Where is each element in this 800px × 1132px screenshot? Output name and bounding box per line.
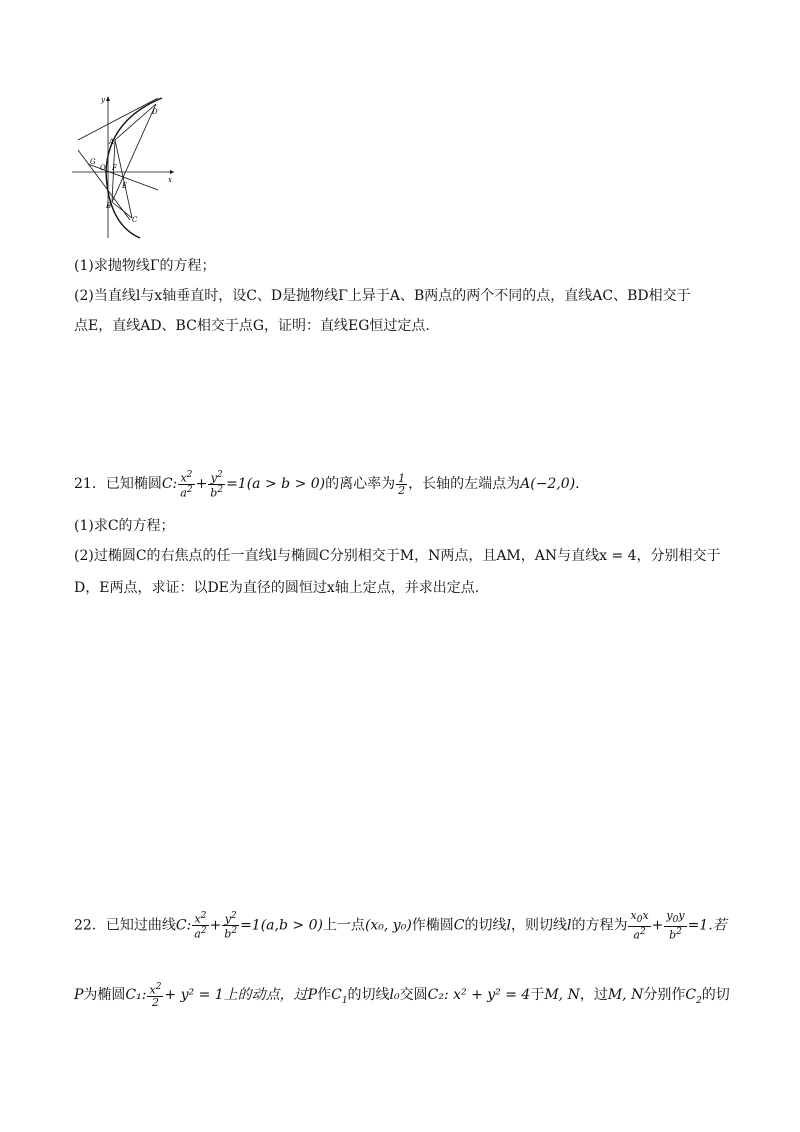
q21-ecc-num: 1 [398, 471, 406, 485]
q22-intro-f: 的方程为 [571, 917, 628, 934]
q22-line2-g: 分别作 [643, 986, 686, 1003]
q21-ecc-den: 2 [398, 483, 406, 497]
q22-frac-x: $\frac{x^2}{a^2}$ [194, 911, 207, 941]
label-o: O [100, 164, 106, 172]
q22-intro-a: 22．已知过曲线 [74, 917, 176, 934]
q22-line2-c: 的切线 [347, 986, 390, 1003]
q22-line2-e: 于 [530, 986, 545, 1003]
q22-line2-d: 交圆 [399, 986, 428, 1003]
q20-part1: (1)求抛物线Γ的方程； [74, 258, 216, 274]
q22-frac-y: $\frac{y^2}{b^2}$ [224, 911, 238, 941]
y-axis-label: y [101, 96, 105, 104]
label-c: C [132, 216, 138, 224]
q21-ellipse-cond: =1(a > b > 0) [226, 476, 326, 493]
q22-intro-c: 作椭圆 [411, 917, 454, 934]
q20-part2-line2: 点E，直线AD、BC相交于点G，证明：直线EG恒过定点. [74, 318, 430, 334]
q21-intro: 21．已知椭圆C: $\frac{x^2}{a^2}$ + $\frac{y^2}{b^2}$ =1(a > b > 0)的离心率为 $\frac{1}{2}$ ，长轴的左端点为A(−2,0). [74, 470, 580, 500]
x-axis-arrow [170, 170, 174, 174]
q22-p: P [74, 986, 84, 1003]
label-a: A [109, 138, 115, 146]
q21-part1: (1)求C的方程； [74, 518, 175, 534]
q22-line2-h: 的切 [701, 986, 730, 1003]
q21-ellipse-c: C: [161, 476, 178, 493]
q22-ellipse: C [453, 917, 465, 934]
q22-line2-f: ，过 [579, 986, 608, 1003]
y-axis-arrow [106, 96, 110, 101]
q22-intro-d: 的切线 [464, 917, 507, 934]
q21-left-vertex: A(−2,0). [520, 476, 580, 493]
q22-tangent: l [506, 917, 511, 934]
q22-tangent-frac-x: $\frac{x_0x}{a^2}$ [630, 909, 649, 942]
q21-frac-x: $\frac{x^2}{a^2}$ [180, 470, 193, 500]
q22-p-2: P [307, 986, 318, 1003]
q22-c1-frac: $\frac{x^2}{2}$ [149, 982, 162, 1009]
q21-intro-b: 的离心率为 [325, 476, 396, 493]
q22-c1-ref: $C_1$ [331, 986, 348, 1006]
q22-line2-a: 为椭圆 [83, 986, 126, 1003]
q22-tangent-eq-tail: =1.若 [687, 917, 727, 934]
label-e: E [122, 182, 128, 190]
q22-intro-b: 上一点 [322, 917, 365, 934]
q22-c1: C₁: [125, 986, 147, 1003]
q21-part2-line2: D，E两点，求证：以DE为直径的圆恒过x轴上定点，并求出定点. [74, 580, 480, 596]
label-g: G [90, 158, 96, 166]
q22-line1: 22．已知过曲线C: $\frac{x^2}{a^2}$ + $\frac{y^2}{b^2}$ =1(a,b > 0)上一点(x₀, y₀)作椭圆C的切线l，则切线l的方程为 $\frac{x_0x}{a^2}$ + $\frac{y_0y}{b^2}$ =1.若 [74, 909, 727, 942]
q22-curve-cond: =1(a,b > 0) [240, 917, 323, 934]
q22-mn-2: M, N [607, 986, 644, 1003]
q21-part2-line1: (2)过椭圆C的右焦点的任一直线l与椭圆C分别相交于M，N两点，且AM，AN与直线x = 4，分别相交于 [74, 548, 721, 564]
q21-intro-a: 21．已知椭圆 [74, 476, 162, 493]
parabola-figure [70, 90, 180, 240]
q21-eccentricity [396, 473, 407, 496]
q22-point: (x₀, y₀) [364, 917, 412, 934]
q22-line2 [74, 982, 730, 1011]
q22-c2-ref: $C_2$ [685, 986, 702, 1006]
q22-intro-e: ，则切线 [511, 917, 567, 934]
label-d: D [152, 108, 158, 116]
label-f: F [112, 164, 117, 172]
q22-c2: C₂: x² + y² = 4 [427, 986, 531, 1003]
q22-tangent-2: l [567, 917, 572, 934]
q22-c1-tail: + y² = 1上的动点，过 [164, 986, 308, 1003]
label-b: B [106, 202, 112, 210]
q22-tangent-frac-y: $\frac{y_0y}{b^2}$ [666, 909, 685, 942]
q22-line2-b: 作 [317, 986, 332, 1003]
q21-intro-c: ，长轴的左端点为 [408, 476, 521, 493]
line-gd [78, 98, 158, 140]
q22-mn: M, N [544, 986, 580, 1003]
q20-part2-line1: (2)当直线l与x轴垂直时，设C、D是抛物线Γ上异于A、B两点的两个不同的点，直线AC、BD相交于 [74, 288, 691, 304]
q22-curve: C: [175, 917, 192, 934]
x-axis-label: x [168, 176, 172, 184]
q21-frac-y: $\frac{y^2}{b^2}$ [210, 470, 224, 500]
q22-l0: l₀ [389, 986, 400, 1003]
